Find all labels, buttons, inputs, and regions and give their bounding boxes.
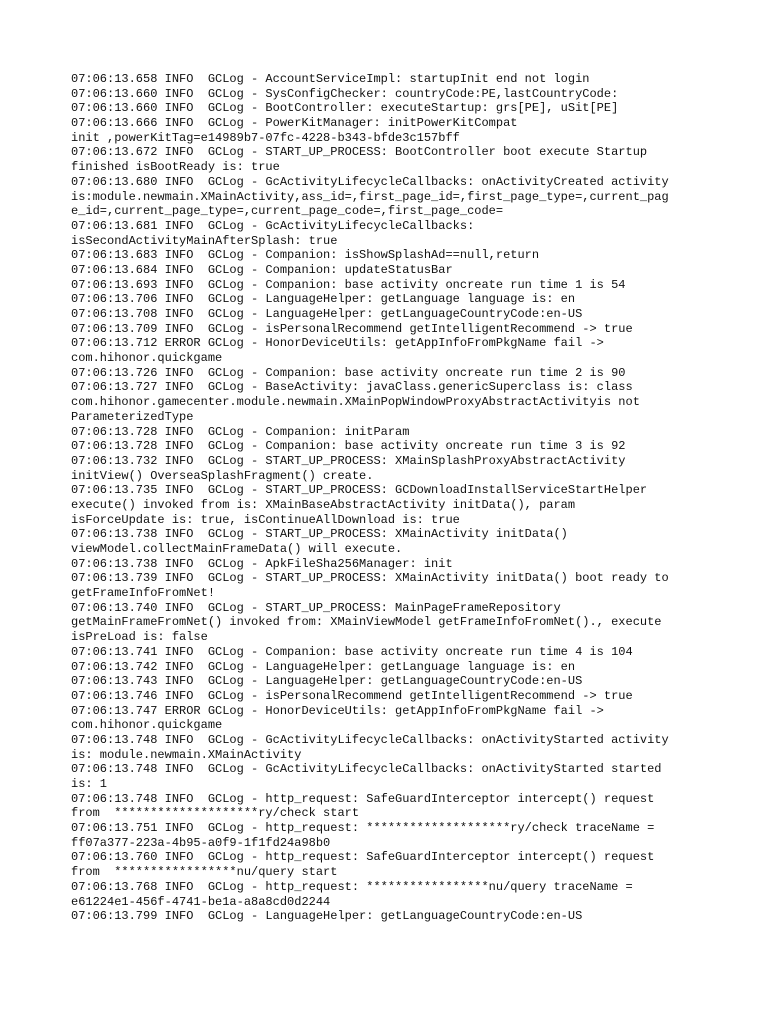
log-line: ff07a377-223a-4b95-a0f9-1f1fd24a98b0 bbox=[71, 835, 331, 850]
log-line: 07:06:13.666 INFO GCLog - PowerKitManager: initPowerKitCompat bbox=[71, 116, 518, 131]
log-line: is: module.newmain.XMainActivity bbox=[71, 747, 302, 762]
log-line: com.hihonor.gamecenter.module.newmain.XMainPopWindowProxyAbstractActivityis not bbox=[71, 395, 640, 410]
log-line: 07:06:13.739 INFO GCLog - START_UP_PROCESS: XMainActivity initData() boot ready to bbox=[71, 571, 669, 586]
log-line: 07:06:13.726 INFO GCLog - Companion: base activity oncreate run time 2 is 90 bbox=[71, 365, 626, 380]
log-line: 07:06:13.709 INFO GCLog - isPersonalRecommend getIntelligentRecommend -> true bbox=[71, 321, 633, 336]
log-line: getMainFrameFromNet() invoked from: XMainViewModel getFrameInfoFromNet()., execute bbox=[71, 615, 662, 630]
log-line: 07:06:13.741 INFO GCLog - Companion: base activity oncreate run time 4 is 104 bbox=[71, 644, 633, 659]
log-line: from *****************nu/query start bbox=[71, 865, 338, 880]
log-line: isPreLoad is: false bbox=[71, 630, 208, 645]
log-line: 07:06:13.738 INFO GCLog - START_UP_PROCESS: XMainActivity initData() bbox=[71, 527, 568, 542]
log-line: 07:06:13.768 INFO GCLog - http_request: *****************nu/query traceName = bbox=[71, 879, 633, 894]
log-line: 07:06:13.681 INFO GCLog - GcActivityLifecycleCallbacks: bbox=[71, 218, 475, 233]
log-line: 07:06:13.683 INFO GCLog - Companion: isShowSplashAd==null,return bbox=[71, 248, 540, 263]
log-line: 07:06:13.728 INFO GCLog - Companion: initParam bbox=[71, 424, 410, 439]
log-line: 07:06:13.706 INFO GCLog - LanguageHelper: getLanguage language is: en bbox=[71, 292, 576, 307]
log-line: viewModel.collectMainFrameData() will execute. bbox=[71, 542, 403, 556]
log-line: 07:06:13.747 ERROR GCLog - HonorDeviceUtils: getAppInfoFromPkgName fail -> bbox=[71, 703, 604, 718]
log-line: 07:06:13.660 INFO GCLog - SysConfigChecker: countryCode:PE,lastCountryCode: bbox=[71, 86, 619, 101]
log-line: 07:06:13.672 INFO GCLog - START_UP_PROCESS: BootController boot execute Startup bbox=[71, 145, 648, 160]
log-line: e61224e1-456f-4741-be1a-a8a8cd0d2244 bbox=[71, 894, 331, 909]
log-line: 07:06:13.748 INFO GCLog - http_request: SafeGuardInterceptor intercept() request bbox=[71, 791, 655, 806]
log-line: execute() invoked from is: XMainBaseAbstractActivity initData(), param bbox=[71, 497, 576, 512]
log-line: finished isBootReady is: true bbox=[71, 160, 280, 175]
log-line: getFrameInfoFromNet! bbox=[71, 586, 216, 601]
log-line: 07:06:13.708 INFO GCLog - LanguageHelper: getLanguageCountryCode:en-US bbox=[71, 307, 583, 321]
log-line: ParameterizedType bbox=[71, 409, 194, 424]
log-line: com.hihonor.quickgame bbox=[71, 351, 223, 366]
log-line: initView() OverseaSplashFragment() create. bbox=[71, 468, 374, 483]
log-line: 07:06:13.740 INFO GCLog - START_UP_PROCESS: MainPageFrameRepository bbox=[71, 600, 561, 615]
log-line: 07:06:13.742 INFO GCLog - LanguageHelper: getLanguage language is: en bbox=[71, 659, 576, 674]
log-line: 07:06:13.751 INFO GCLog - http_request: ********************ry/check traceName = bbox=[71, 821, 655, 836]
log-line: 07:06:13.658 INFO GCLog - AccountServiceImpl: startupInit end not login bbox=[71, 72, 590, 86]
log-line: is: 1 bbox=[71, 777, 108, 791]
log-line: 07:06:13.735 INFO GCLog - START_UP_PROCESS: GCDownloadInstallServiceStartHelper bbox=[71, 483, 648, 498]
log-line: 07:06:13.660 INFO GCLog - BootController: executeStartup: grs[PE], uSit[PE] bbox=[71, 101, 619, 116]
log-line: 07:06:13.684 INFO GCLog - Companion: updateStatusBar bbox=[71, 262, 453, 277]
log-line: is:module.newmain.XMainActivity,ass_id=,first_page_id=,first_page_type=,current_pag bbox=[71, 189, 669, 204]
log-line: e_id=,current_page_type=,current_page_code=,first_page_code= bbox=[71, 204, 504, 219]
log-line: 07:06:13.738 INFO GCLog - ApkFileSha256Manager: init bbox=[71, 556, 453, 571]
log-line: 07:06:13.799 INFO GCLog - LanguageHelper: getLanguageCountryCode:en-US bbox=[71, 909, 583, 924]
log-line: 07:06:13.746 INFO GCLog - isPersonalRecommend getIntelligentRecommend -> true bbox=[71, 688, 633, 703]
log-line: 07:06:13.727 INFO GCLog - BaseActivity: javaClass.genericSuperclass is: class bbox=[71, 380, 633, 395]
log-line: 07:06:13.748 INFO GCLog - GcActivityLifecycleCallbacks: onActivityStarted started bbox=[71, 762, 662, 777]
log-line: 07:06:13.712 ERROR GCLog - HonorDeviceUtils: getAppInfoFromPkgName fail -> bbox=[71, 336, 604, 351]
log-line: 07:06:13.680 INFO GCLog - GcActivityLifecycleCallbacks: onActivityCreated activity bbox=[71, 174, 669, 189]
log-line: init ,powerKitTag=e14989b7-07fc-4228-b343-bfde3c157bff bbox=[71, 130, 460, 145]
log-line: from ********************ry/check start bbox=[71, 806, 360, 821]
log-line: 07:06:13.728 INFO GCLog - Companion: base activity oncreate run time 3 is 92 bbox=[71, 439, 626, 454]
log-line: isSecondActivityMainAfterSplash: true bbox=[71, 233, 338, 248]
log-text-block bbox=[71, 72, 711, 924]
log-line: 07:06:13.743 INFO GCLog - LanguageHelper: getLanguageCountryCode:en-US bbox=[71, 674, 583, 689]
log-line: 07:06:13.748 INFO GCLog - GcActivityLifecycleCallbacks: onActivityStarted activity bbox=[71, 732, 669, 747]
log-line: 07:06:13.693 INFO GCLog - Companion: base activity oncreate run time 1 is 54 bbox=[71, 277, 626, 292]
log-line: 07:06:13.760 INFO GCLog - http_request: SafeGuardInterceptor intercept() request bbox=[71, 850, 655, 865]
log-line: isForceUpdate is: true, isContinueAllDownload is: true bbox=[71, 512, 460, 527]
log-line: com.hihonor.quickgame bbox=[71, 718, 223, 733]
log-line: 07:06:13.732 INFO GCLog - START_UP_PROCESS: XMainSplashProxyAbstractActivity bbox=[71, 453, 626, 468]
